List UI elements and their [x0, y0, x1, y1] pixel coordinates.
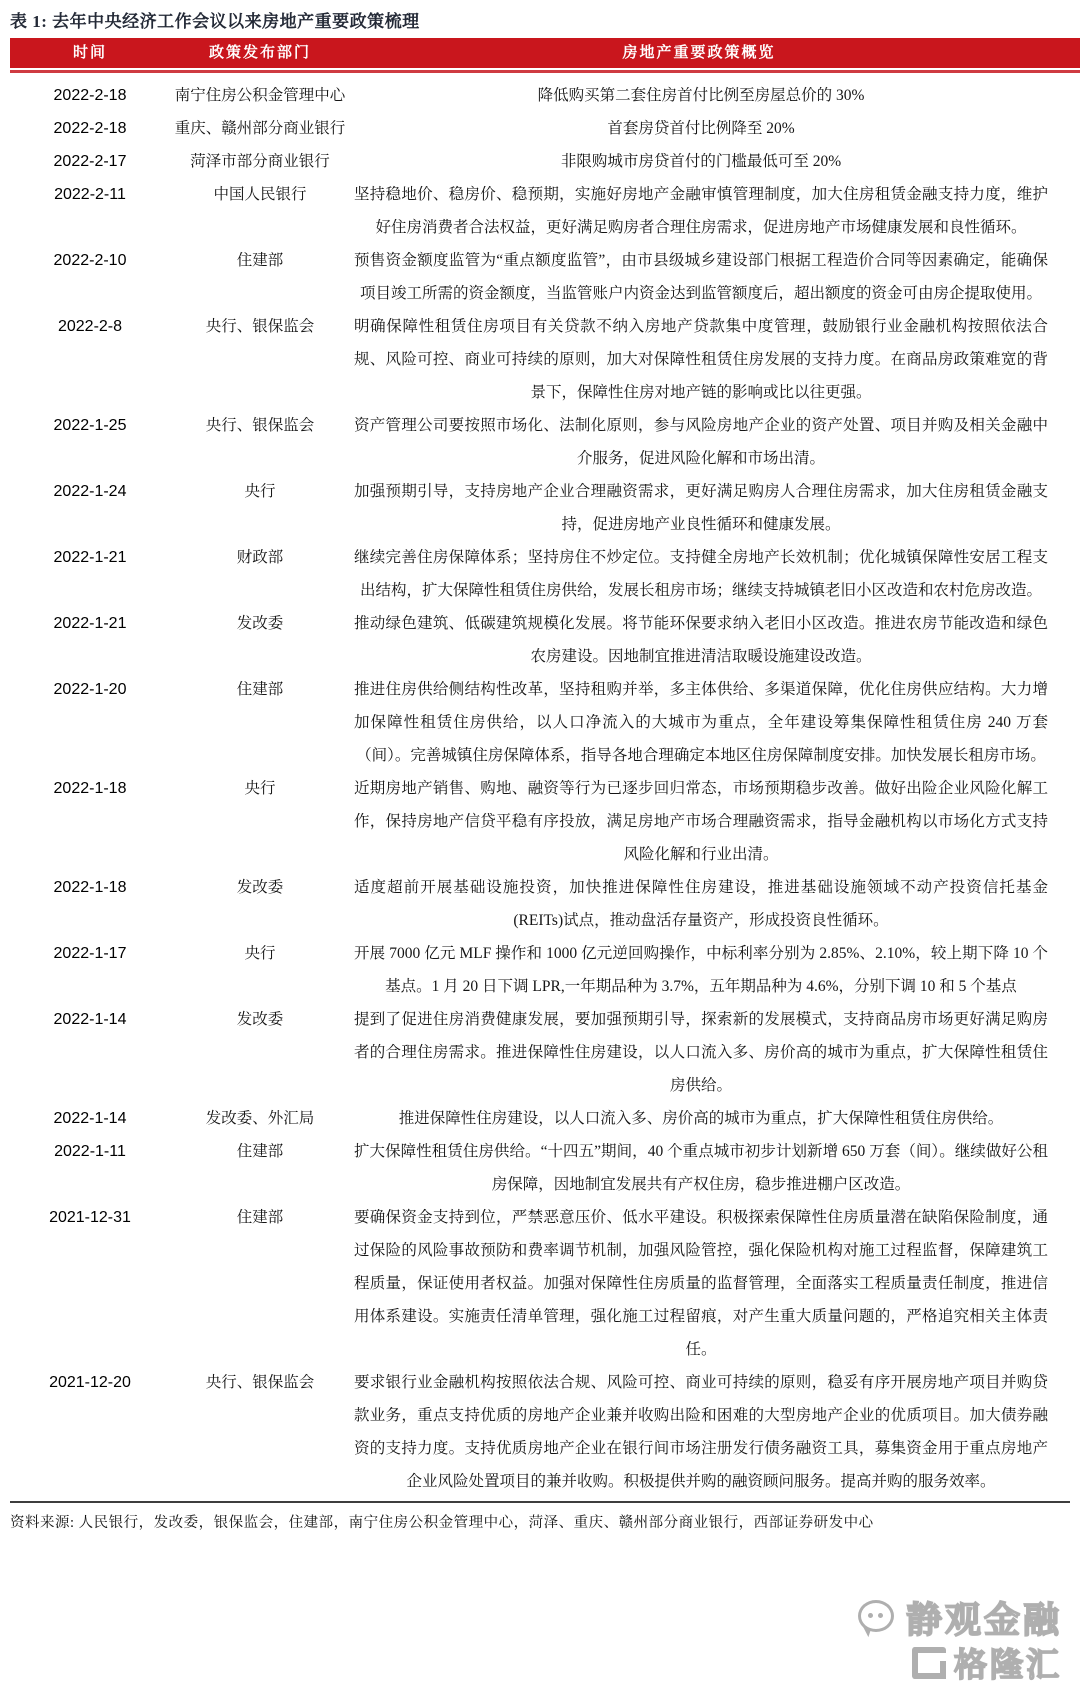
table-row	[10, 1135, 1080, 1201]
watermark-brand-2: 格隆汇	[954, 1646, 1062, 1683]
table-row	[10, 145, 1080, 178]
row-date: 2022-2-8	[57, 318, 123, 335]
row-department: 财政部	[236, 549, 284, 566]
row-department: 央行	[244, 780, 276, 797]
chat-bubble-icon	[858, 1600, 898, 1636]
watermark-line-1	[858, 1592, 1062, 1643]
row-date: 2022-1-18	[53, 879, 127, 896]
table-row	[10, 112, 1080, 145]
table-header-cell-time: 时间	[72, 45, 107, 61]
table-row	[10, 1366, 1080, 1498]
table-row	[10, 244, 1080, 310]
table-header-cell-department: 政策发布部门	[208, 45, 311, 61]
row-policy: 近期房地产销售、购地、融资等行为已逐步回归常态，市场预期稳步改善。做好出险企业风险化解工作，保持房地产信贷平稳有序投放，满足房地产市场合理融资需求，指导金融机构以市场化方式支持风险化解和行业出清。	[354, 780, 1048, 863]
row-date: 2022-1-21	[53, 615, 127, 632]
row-policy: 明确保障性租赁住房项目有关贷款不纳入房地产贷款集中度管理，鼓励银行业金融机构按照依法合规、风险可控、商业可持续的原则，加大对保障性租赁住房发展的支持力度。在商品房政策难宽的背景下，保障性住房对地产链的影响或比以往更强。	[354, 318, 1048, 401]
row-policy: 适度超前开展基础设施投资，加快推进保障性住房建设，推进基础设施领域不动产投资信托基金(REITs)试点，推动盘活存量资产，形成投资良性循环。	[354, 879, 1048, 929]
table-row	[10, 541, 1080, 607]
row-policy: 预售资金额度监管为“重点额度监管”，由市县级城乡建设部门根据工程造价合同等因素确定，能确保项目竣工所需的资金额度，当监管账户内资金达到监管额度后，超出额度的资金可由房企提取使用。	[354, 252, 1048, 302]
row-department: 住建部	[236, 1143, 284, 1160]
table-row	[10, 310, 1080, 409]
watermark	[858, 1592, 1062, 1686]
table-body	[10, 79, 1080, 1498]
gelonghui-logo-icon	[912, 1647, 946, 1679]
watermark-line-2	[858, 1639, 1062, 1686]
row-date: 2022-2-11	[54, 186, 126, 203]
row-department: 央行、银保监会	[205, 1374, 315, 1391]
policy-table	[10, 38, 1080, 1498]
header-underline-divider	[10, 70, 1080, 73]
row-policy: 要求银行业金融机构按照依法合规、风险可控、商业可持续的原则，稳妥有序开展房地产项目并购贷款业务，重点支持优质的房地产企业兼并收购出险和困难的大型房地产企业的优质项目。加大债券融资的支持力度。支持优质房地产企业在银行间市场注册发行债务融资工具，募集资金用于重点房地产企业风险处置项目的兼并收购。积极提供并购的融资顾问服务。提高并购的服务效率。	[354, 1374, 1048, 1490]
row-department: 住建部	[236, 1209, 284, 1226]
row-department: 发改委	[236, 879, 284, 896]
table-row	[10, 79, 1080, 112]
table-row	[10, 937, 1080, 1003]
row-date: 2022-1-20	[53, 681, 127, 698]
row-policy: 开展 7000 亿元 MLF 操作和 1000 亿元逆回购操作，中标利率分别为 2.85%、2.10%，较上期下降 10 个基点。1 月 20 日下调 LPR,一年期品种为 3.7%，五年期品种为 4.6%，分别下调 10 和 5 个基点	[354, 945, 1048, 995]
page-title: 表 1: 去年中央经济工作会议以来房地产重要政策梳理	[10, 12, 420, 31]
table-header-cell-policy: 房地产重要政策概览	[622, 45, 776, 61]
table-row	[10, 607, 1080, 673]
row-policy: 资产管理公司要按照市场化、法制化原则，参与风险房地产企业的资产处置、项目并购及相关金融中介服务，促进风险化解和市场出清。	[354, 417, 1048, 467]
row-department: 重庆、赣州部分商业银行	[174, 120, 346, 137]
row-date: 2022-2-18	[53, 120, 127, 137]
row-date: 2022-1-11	[54, 1143, 126, 1160]
row-department: 菏泽市部分商业银行	[190, 153, 330, 170]
row-policy: 提到了促进住房消费健康发展，要加强预期引导，探索新的发展模式，支持商品房市场更好满足购房者的合理住房需求。推进保障性住房建设，以人口流入多、房价高的城市为重点，扩大保障性租赁住房供给。	[354, 1011, 1048, 1094]
row-date: 2022-1-25	[53, 417, 127, 434]
footer-divider	[10, 1501, 1070, 1503]
table-row	[10, 1201, 1080, 1366]
row-date: 2022-1-18	[53, 780, 127, 797]
row-date: 2021-12-20	[49, 1374, 131, 1391]
row-department: 发改委、外汇局	[205, 1110, 315, 1127]
row-date: 2022-1-17	[53, 945, 127, 962]
row-date: 2022-2-17	[53, 153, 127, 170]
row-date: 2022-1-14	[53, 1011, 127, 1028]
row-policy: 扩大保障性租赁住房供给。“十四五”期间，40 个重点城市初步计划新增 650 万套（间）。继续做好公租房保障，因地制宜发展共有产权住房，稳步推进棚户区改造。	[354, 1143, 1048, 1193]
row-policy: 要确保资金支持到位，严禁恶意压价、低水平建设。积极探索保障性住房质量潜在缺陷保险制度，通过保险的风险事故预防和费率调节机制，加强风险管控，强化保险机构对施工过程监督，保障建筑工程质量，保证使用者权益。加强对保障性住房质量的监督管理，全面落实工程质量责任制度，推进信用体系建设。实施责任清单管理，强化施工过程留痕，对产生重大质量问题的，严格追究相关主体责任。	[354, 1209, 1048, 1358]
row-date: 2022-1-14	[53, 1110, 127, 1127]
row-date: 2022-1-21	[53, 549, 127, 566]
report-table-page	[0, 7, 1080, 1683]
table-row	[10, 871, 1080, 937]
row-department: 住建部	[236, 681, 284, 698]
row-department: 南宁住房公积金管理中心	[174, 87, 346, 104]
table-row	[10, 1003, 1080, 1102]
table-header-row	[10, 38, 1080, 68]
row-policy: 推进保障性住房建设，以人口流入多、房价高的城市为重点，扩大保障性租赁住房供给。	[398, 1110, 1004, 1127]
row-policy: 降低购买第二套住房首付比例至房屋总价的 30%	[537, 87, 865, 104]
row-date: 2022-2-18	[53, 87, 127, 104]
row-policy: 继续完善住房保障体系；坚持房住不炒定位。支持健全房地产长效机制；优化城镇保障性安居工程支出结构，扩大保障性租赁住房供给，发展长租房市场；继续支持城镇老旧小区改造和农村危房改造。	[354, 549, 1048, 599]
row-policy: 坚持稳地价、稳房价、稳预期，实施好房地产金融审慎管理制度，加大住房租赁金融支持力度，维护好住房消费者合法权益，更好满足购房者合理住房需求，促进房地产市场健康发展和良性循环。	[354, 186, 1048, 236]
row-department: 发改委	[236, 1011, 284, 1028]
row-department: 住建部	[236, 252, 284, 269]
row-policy: 首套房贷首付比例降至 20%	[607, 120, 795, 137]
table-row	[10, 772, 1080, 871]
source-note: 资料来源: 人民银行，发改委，银保监会，住建部，南宁住房公积金管理中心，菏泽、重庆、赣州部分商业银行，西部证券研发中心	[10, 1515, 874, 1531]
row-policy: 推进住房供给侧结构性改革，坚持租购并举，多主体供给、多渠道保障，优化住房供应结构。大力增加保障性租赁住房供给，以人口净流入的大城市为重点，全年建设筹集保障性租赁住房 240 万套（间）。完善城镇住房保障体系，指导各地合理确定本地区住房保障制度安排。加快发展长租房市场。	[354, 681, 1048, 764]
row-policy: 加强预期引导，支持房地产企业合理融资需求，更好满足购房人合理住房需求，加大住房租赁金融支持，促进房地产业良性循环和健康发展。	[354, 483, 1048, 533]
row-policy: 推动绿色建筑、低碳建筑规模化发展。将节能环保要求纳入老旧小区改造。推进农房节能改造和绿色农房建设。因地制宜推进清洁取暖设施建设改造。	[354, 615, 1048, 665]
watermark-brand-1: 静观金融	[905, 1599, 1062, 1640]
row-department: 央行、银保监会	[205, 318, 315, 335]
row-policy: 非限购城市房贷首付的门槛最低可至 20%	[560, 153, 842, 170]
row-department: 央行	[244, 945, 276, 962]
table-row	[10, 178, 1080, 244]
row-department: 发改委	[236, 615, 284, 632]
row-date: 2022-2-10	[53, 252, 127, 269]
table-row	[10, 673, 1080, 772]
row-date: 2021-12-31	[49, 1209, 131, 1226]
table-row	[10, 409, 1080, 475]
row-date: 2022-1-24	[53, 483, 127, 500]
row-department: 央行	[244, 483, 276, 500]
table-row	[10, 1102, 1080, 1135]
table-row	[10, 475, 1080, 541]
row-department: 中国人民银行	[213, 186, 307, 203]
row-department: 央行、银保监会	[205, 417, 315, 434]
